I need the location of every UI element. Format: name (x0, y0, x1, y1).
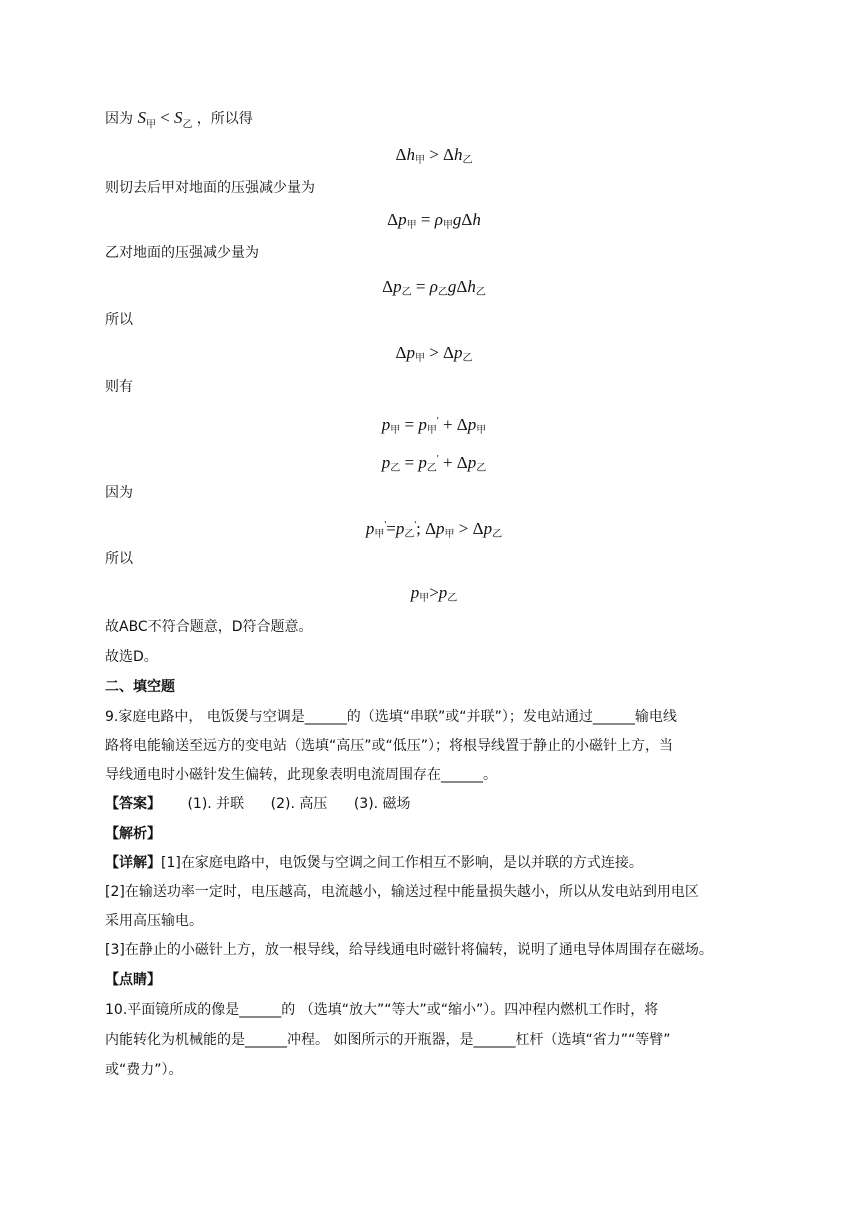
label-so-2: 所以 (105, 551, 133, 567)
answer-line (105, 794, 411, 814)
q9-line-1: 9.家庭电路中， 电饭煲与空调是______的（选填“串联”或“并联”）；发电站通过______输电线 (105, 709, 677, 725)
answer-2: (2). 高压 (270, 796, 328, 812)
answer-3: (3). 磁场 (353, 796, 411, 812)
equation-condition: $p_甲'=p_乙'$; $\Delta p_甲 > \Delta p_乙$ (365, 519, 503, 540)
detail-line-3: [3]在静止的小磁针上方，放一根导线，给导线通电时磁针将偏转，说明了通电导体周围存在磁场。 (105, 942, 713, 958)
equation-p-yi: $p_乙 = p_乙' + \Delta p_乙$ (381, 453, 487, 474)
label-after-cut: 则切去后甲对地面的压强减少量为 (105, 180, 315, 196)
intro-line: 因为 $S_甲 < S_乙$ ，所以得 (105, 108, 253, 131)
q9-line-2: 路将电能输送至远方的变电站（选填“高压”或“低压”）；将根导线置于静止的小磁针上方，当 (105, 738, 674, 754)
equation-p-jia: $p_甲 = p_甲' + \Delta p_甲$ (381, 415, 487, 436)
conclusion-1: 故ABC不符合题意，D符合题意。 (105, 619, 313, 635)
label-because: 因为 (105, 485, 133, 501)
answer-1: (1). 并联 (187, 796, 245, 812)
detail-label: 【详解】 (105, 855, 161, 871)
detail-line-2a: [2]在输送功率一定时，电压越高，电流越小，输送过程中能量损失越小，所以从发电站到用电区 (105, 884, 699, 900)
q9-line-3: 导线通电时小磁针发生偏转，此现象表明电流周围存在______。 (105, 767, 497, 783)
detail-line-2b: 采用高压输电。 (105, 913, 203, 929)
comment-label: 【点睛】 (105, 972, 161, 988)
equation-dh-compare: $\Delta h_甲 > \Delta h_乙$ (395, 145, 473, 166)
analysis-label: 【解析】 (105, 826, 161, 842)
section-title: 二、填空题 (105, 679, 175, 695)
symbol-s: S (137, 108, 146, 127)
label-yi-reduce: 乙对地面的压强减少量为 (105, 245, 259, 261)
equation-dp-compare: $\Delta p_甲 > \Delta p_乙$ (395, 343, 473, 364)
q10-line-2: 内能转化为机械能的是______冲程。 如图所示的开瓶器，是______杠杆（选填“省力”“等臂” (105, 1032, 671, 1048)
q10-line-1: 10.平面镜所成的像是______的 （选填“放大”“等大”或“缩小”）。四冲程内燃机工作时，将 (105, 1002, 659, 1018)
q10-line-3: 或“费力”）。 (105, 1062, 183, 1078)
equation-final: $p_甲>p_乙$ (410, 583, 458, 604)
conclusion-2: 故选D。 (105, 649, 158, 665)
label-then: 则有 (105, 379, 133, 395)
equation-dp-yi: $\Delta p_乙 = \rho_乙g\Delta h_乙$ (382, 277, 486, 298)
detail-line-1: 【详解】[1]在家庭电路中，电饭煲与空调之间工作相互不影响，是以并联的方式连接。 (105, 855, 643, 871)
equation-dp-jia: $\Delta p_甲 = \rho_甲g\Delta h$ (387, 210, 481, 231)
label-so-1: 所以 (105, 312, 133, 328)
answer-label: 【答案】 (105, 796, 161, 812)
